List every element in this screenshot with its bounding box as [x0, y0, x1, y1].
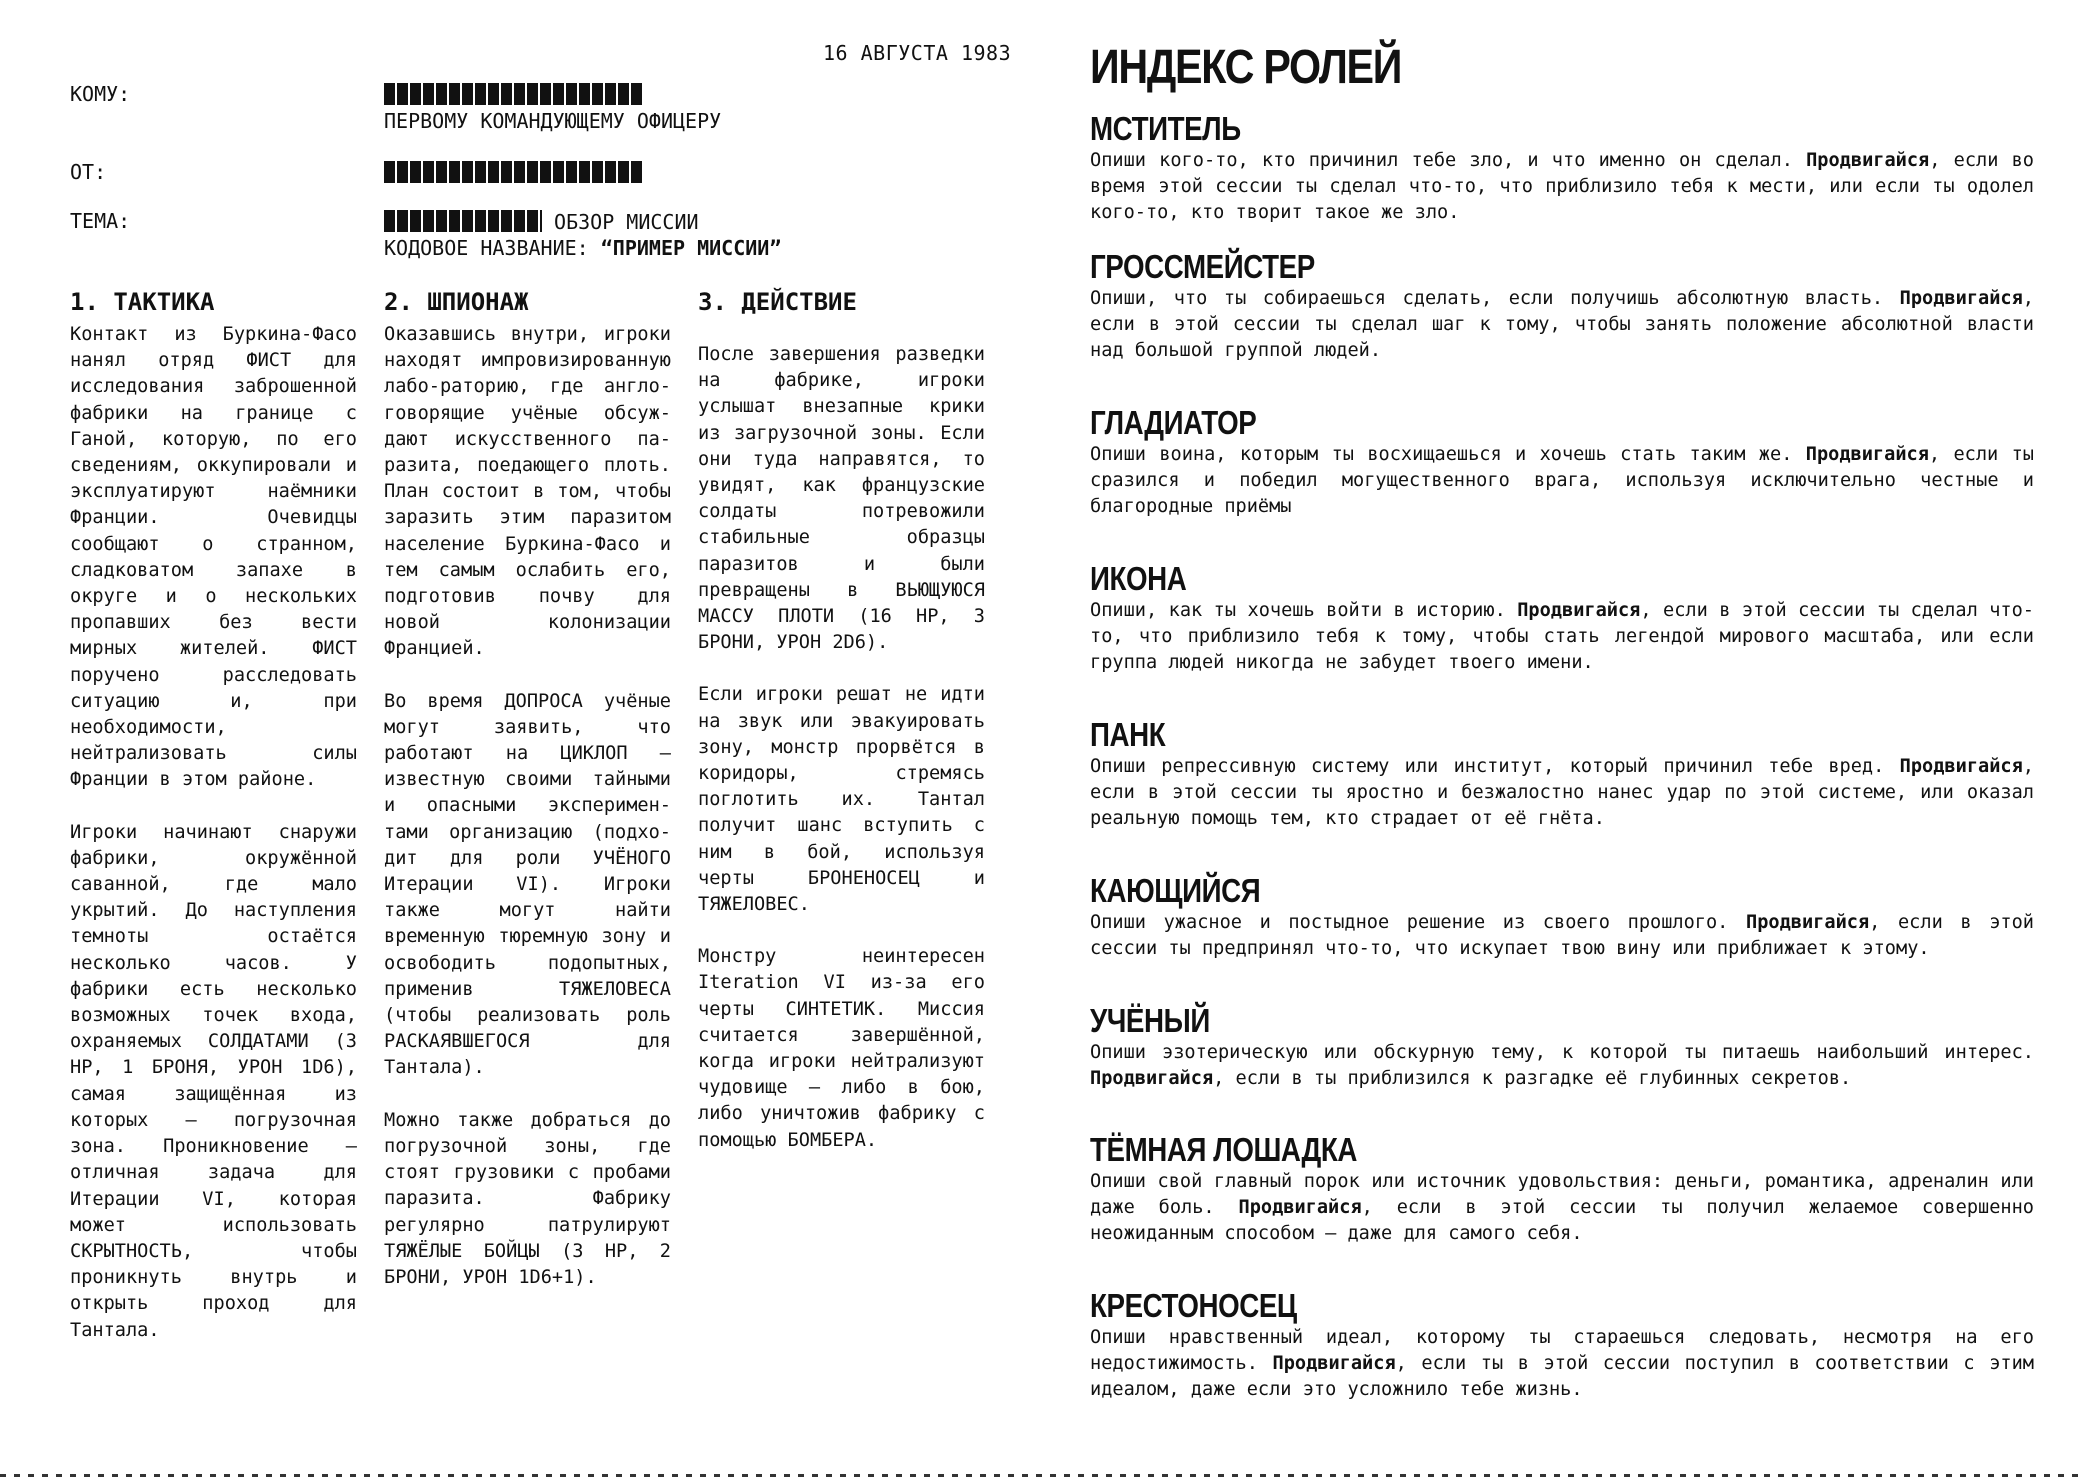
redaction-bar: [384, 83, 642, 105]
role-description: Опиши свой главный порок или источник удовольствия: деньги, романтика, адреналин или даже боль. Продвигайся, если в этой сессии ты получил желаемое совершенно неожиданным способом — даже для самого себя.: [1090, 1171, 2034, 1245]
subject-value: ОБЗОР МИССИИ: [554, 210, 699, 234]
to-label: КОМУ:: [70, 82, 131, 106]
section-paragraph: Если игроки решат не идти на звук или эвакуировать зону, монстр прорвётся в коридоры, стремясь поглотить их. Тантал получит шанс вступить с ним в бой, используя черты БРОНЕНОСЕЦ и ТЯЖЕЛОВЕС.: [698, 684, 985, 916]
role-name: ГРОССМЕЙСТЕР: [1090, 248, 1315, 285]
role-crusader: [1090, 1287, 2034, 1404]
section-action: [698, 288, 985, 1180]
advance-keyword: Продвигайся: [1517, 600, 1641, 621]
role-scholar: [1090, 1002, 2034, 1092]
role-dark-horse: [1090, 1131, 2034, 1248]
role-name: УЧЁНЫЙ: [1090, 1002, 1210, 1039]
role-icon: [1090, 560, 2034, 677]
codename-label: КОДОВОЕ НАЗВАНИЕ:: [384, 236, 589, 260]
section-paragraph: Монстру неинтересен Iteration VI из-за его черты СИНТЕТИК. Миссия считается завершённой, когда игроки нейтрализуют чудовище — либо в бою, либо уничтожив фабрику с помощью БОМБЕРА.: [698, 946, 985, 1151]
section-title: 1. ТАКТИКА: [70, 288, 215, 316]
section-paragraph: Игроки начинают снаружи фабрики, окружённой саванной, где мало укрытий. До наступления темноты остаётся несколько часов. У фабрики есть несколько возможных точек входа, охраняемых СОЛДАТАМИ (3 HP, 1 БРОНЯ, УРОН 1D6), самая защищённая из которых — погрузочная зона. Проникновение — отличная задача для Итерации VI, которая может использовать СКРЫТНОСТЬ, чтобы проникнуть внутрь и открыть проход для Тантала.: [70, 821, 357, 1341]
role-name: ТЁМНАЯ ЛОШАДКА: [1090, 1131, 1357, 1168]
section-tactics: [70, 288, 357, 1370]
section-paragraph: После завершения разведки на фабрике, игроки услышат внезапные крики из загрузочной зоны. Если они туда направятся, то увидят, как французские солдаты потревожили стабильные образцы паразитов и были превращены в ВЬЮЩУЮСЯ МАССУ ПЛОТИ (16 HP, 3 БРОНИ, УРОН 2D6).: [698, 344, 985, 654]
advance-keyword: Продвигайся: [1805, 444, 1929, 465]
role-grandmaster: [1090, 248, 2034, 365]
role-description: Опиши репрессивную систему или институт, который причинил тебе вред. Продвигайся, если в этой сессии ты яростно и безжалостно нанес удар по этой системе, или оказал реальную помощь тем, кто страдает от её гнёта.: [1090, 756, 2034, 830]
role-description: Опиши нравственный идеал, которому ты стараешься следовать, несмотря на его недостижимость. Продвигайся, если ты в этой сессии поступил в соответствии с этим идеалом, даже если это усложнило тебе жизнь.: [1090, 1327, 2034, 1401]
advance-keyword: Продвигайся: [1090, 1068, 1214, 1090]
section-paragraph: Оказавшись внутри, игроки находят импровизированную лабо-раторию, где англо-говорящие учёные обсуж-дают искусственного па-разита, поедающего плоть. План состоит в том, чтобы заразить этим паразитом население Буркина-Фасо и тем самым ослабить его, подготовив почву для новой колонизации Францией.: [384, 324, 671, 660]
memo-date: 16 АВГУСТА 1983: [823, 41, 1012, 65]
section-title: 3. ДЕЙСТВИЕ: [698, 288, 857, 316]
role-name: КАЮЩИЙСЯ: [1090, 872, 1261, 909]
role-name: МСТИТЕЛЬ: [1090, 110, 1241, 147]
redaction-bar: [384, 210, 542, 232]
role-name: ИКОНА: [1090, 560, 1187, 597]
role-punk: [1090, 716, 2034, 833]
role-description: Опиши, как ты хочешь войти в историю. Продвигайся, если в этой сессии ты сделал что-то, что приблизило тебя к тому, чтобы стать легендой мирового масштаба, или если группа людей никогда не забудет твоего имени.: [1090, 600, 2034, 674]
advance-keyword: Продвигайся: [1899, 288, 2023, 309]
role-name: КРЕСТОНОСЕЦ: [1090, 1287, 1297, 1324]
from-label: ОТ:: [70, 160, 107, 184]
role-avenger: [1090, 110, 2034, 227]
subject-label: ТЕМА:: [70, 209, 131, 233]
role-description: Опиши ужасное и постыдное решение из своего прошлого. Продвигайся, если в этой сессии ты предпринял что-то, что искупает твою вину или приближает к этому.: [1090, 912, 2034, 960]
advance-keyword: Продвигайся: [1806, 150, 1930, 171]
redaction-bar: [384, 161, 642, 183]
section-paragraph: Можно также добраться до погрузочной зоны, где стоят грузовики с пробами паразита. Фабрику регулярно патрулируют ТЯЖЁЛЫЕ БОЙЦЫ (3 HP, 2 БРОНИ, УРОН 1D6+1).: [384, 1109, 671, 1288]
to-value: ПЕРВОМУ КОМАНДУЮЩЕМУ ОФИЦЕРУ: [384, 109, 722, 133]
codename-value: “ПРИМЕР МИССИИ”: [600, 236, 782, 260]
role-description: Опиши кого-то, кто причинил тебе зло, и что именно он сделал. Продвигайся, если во время этой сессии ты сделал что-то, что приблизило тебя к мести, или если ты одолел кого-то, кто творит такое же зло.: [1090, 150, 2034, 224]
advance-keyword: Продвигайся: [1746, 912, 1870, 933]
role-description: Опиши эзотерическую или обскурную тему, к которой ты питаешь наибольший интерес. Продвигайся, если в ты приблизился к разгадке её глубинных секретов.: [1090, 1042, 2034, 1090]
advance-keyword: Продвигайся: [1272, 1353, 1396, 1375]
section-paragraph: Контакт из Буркина-Фасо нанял отряд ФИСТ для исследования заброшенной фабрики на границе с Ганой, которую, по его сведениям, оккупировали и эксплуатируют наёмники Франции. Очевидцы сообщают о странном, сладковатом запахе в округе и о нескольких пропавших без вести мирных жителей. ФИСТ поручено расследовать ситуацию и, при необходимости, нейтрализовать силы Франции в этом районе.: [70, 324, 357, 791]
section-paragraph: Во время ДОПРОСА учёные могут заявить, что работают на ЦИКЛОП — известную своими тайными и опасными эксперимен-тами организацию (подхо-дит для роли УЧЁНОГО Итерации VI). Игроки также могут найти временную тюремную зону и освободить подопытных, применив ТЯЖЕЛОВЕСА (чтобы реализовать роль РАСКАЯВШЕГОСЯ для Тантала).: [384, 690, 671, 1079]
to-field: [384, 82, 721, 134]
advance-keyword: Продвигайся: [1238, 1197, 1362, 1219]
role-penitent: [1090, 872, 2034, 962]
role-name: ПАНК: [1090, 716, 1166, 753]
role-name: ГЛАДИАТОР: [1090, 404, 1257, 441]
section-title: 2. ШПИОНАЖ: [384, 288, 529, 316]
subject-field: [384, 209, 781, 261]
role-gladiator: [1090, 404, 2034, 521]
section-espionage: [384, 288, 671, 1317]
role-description: Опиши воина, которым ты восхищаешься и хочешь стать таким же. Продвигайся, если ты сразился и победил могущественного врага, используя исключительно честные и благородные приёмы: [1090, 444, 2034, 518]
memo-page: [0, 0, 1040, 1477]
page-title: ИНДЕКС РОЛЕЙ: [1090, 41, 1402, 94]
role-description: Опиши, что ты собираешься сделать, если получишь абсолютную власть. Продвигайся, если в этой сессии ты сделал шаг к тому, чтобы занять положение абсолютной власти над большой группой людей.: [1090, 288, 2034, 362]
advance-keyword: Продвигайся: [1899, 756, 2023, 777]
from-field: [384, 160, 642, 186]
